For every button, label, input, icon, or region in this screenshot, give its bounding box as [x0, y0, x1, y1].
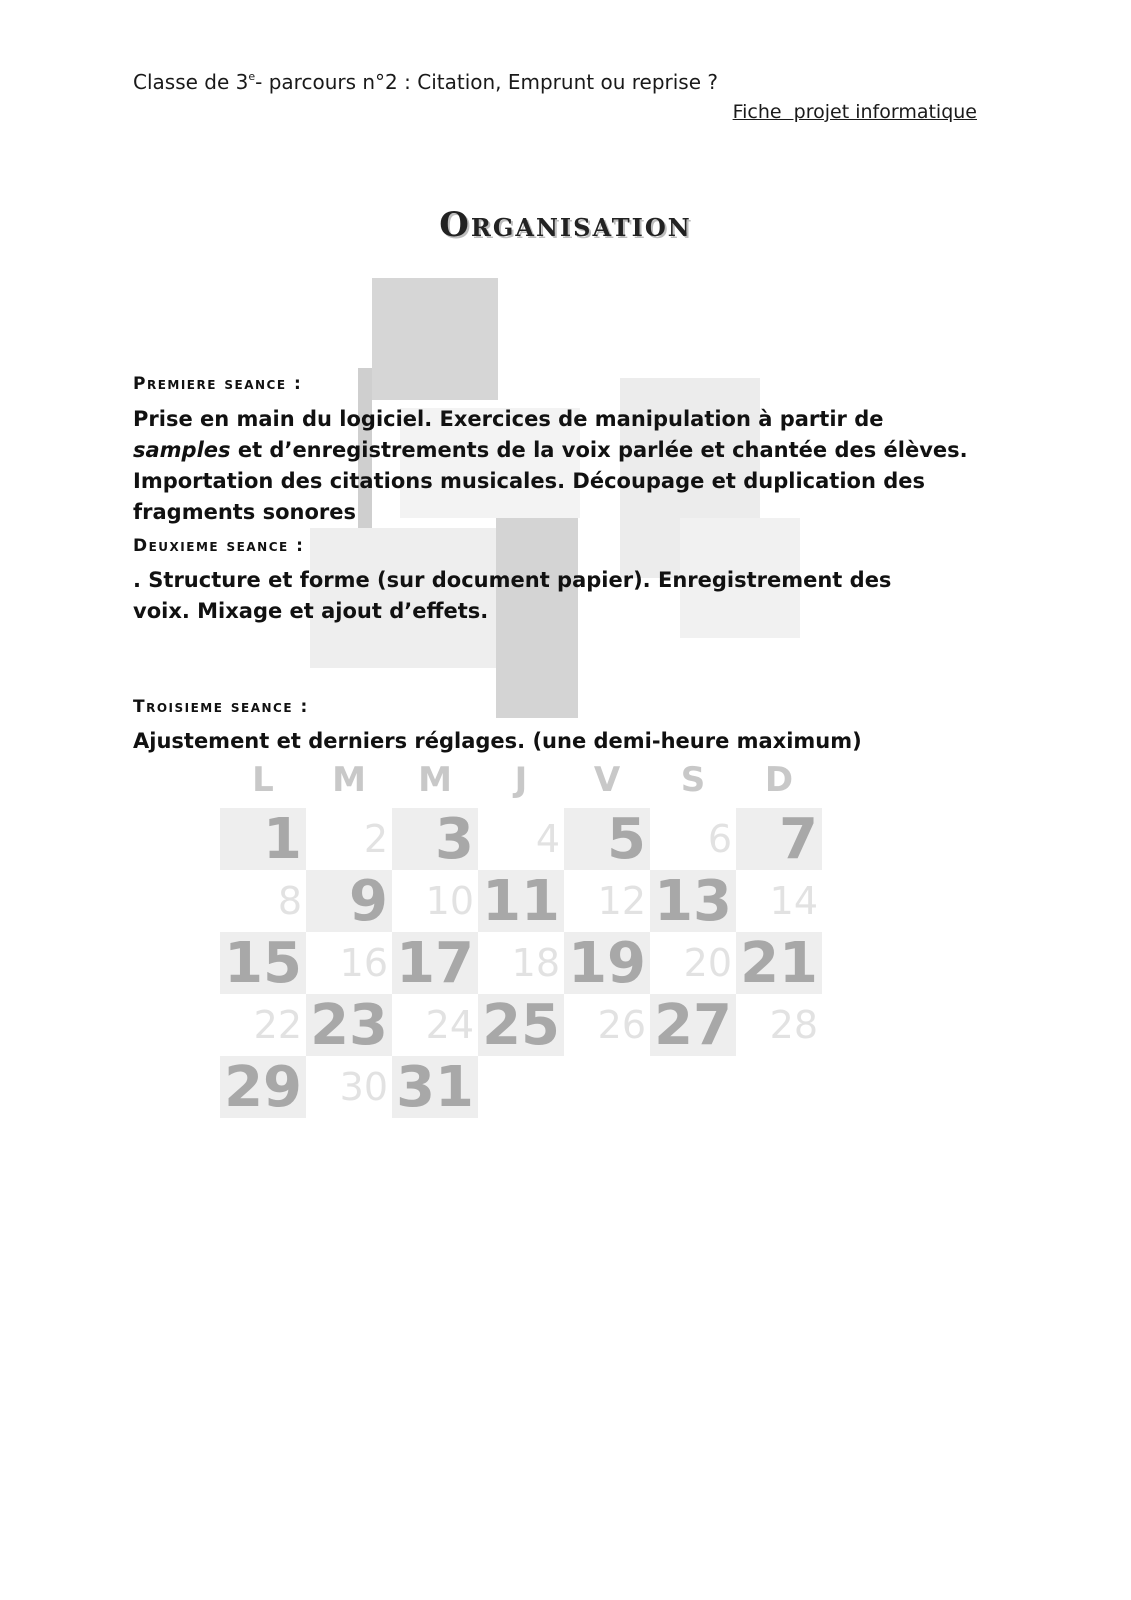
calendar-number: 27 [650, 994, 736, 1056]
header-class-sup: e [248, 70, 256, 83]
page-title: Organisation [439, 205, 692, 245]
section-body-premiere [133, 404, 973, 528]
calendar-number: 6 [707, 817, 732, 861]
calendar-number: 14 [769, 879, 818, 923]
calendar-number: 11 [478, 870, 564, 932]
calendar-day-label: S [680, 760, 706, 800]
section-body-premiere-after: et d’enregistrements de la voix parlée et chantée des élèves. Importation des citations musicales. Découpage et duplication des fragments sonores [133, 438, 968, 524]
section-body-premiere-before: Prise en main du logiciel. Exercices de manipulation à partir de [133, 407, 884, 431]
calendar-number: 5 [564, 808, 650, 870]
calendar-number: 20 [683, 941, 732, 985]
calendar-day-label: D [764, 760, 794, 800]
calendar-number: 15 [220, 932, 306, 994]
calendar-number: 10 [425, 879, 474, 923]
calendar-number: 16 [339, 941, 388, 985]
calendar-number: 7 [736, 808, 822, 870]
calendar-day-label: J [514, 760, 528, 800]
calendar-number: 26 [597, 1003, 646, 1047]
section-body-troisieme: Ajustement et derniers réglages. (une demi-heure maximum) [133, 729, 862, 753]
header-class-prefix: Classe de 3 [133, 70, 249, 94]
calendar-number: 13 [650, 870, 736, 932]
section-heading-premiere: Premiere seance : [133, 374, 303, 394]
calendar-number: 25 [478, 994, 564, 1056]
section-body-premiere-em: samples [133, 438, 231, 462]
calendar-day-label: M [418, 760, 452, 800]
calendar-number: 12 [597, 879, 646, 923]
calendar-number: 8 [277, 879, 302, 923]
calendar-number: 21 [736, 932, 822, 994]
calendar-number: 1 [220, 808, 306, 870]
calendar-number: 31 [392, 1056, 478, 1118]
header-class-suffix: - parcours n°2 : Citation, Emprunt ou reprise ? [255, 70, 718, 94]
calendar-number: 17 [392, 932, 478, 994]
header-fiche: Fiche projet informatique [732, 101, 977, 123]
section-heading-deuxieme: Deuxieme seance : [133, 536, 305, 556]
calendar-day-label: V [593, 760, 621, 800]
calendar-number: 22 [253, 1003, 302, 1047]
calendar-day-label: L [252, 760, 274, 800]
calendar-number: 29 [220, 1056, 306, 1118]
calendar-number: 18 [511, 941, 560, 985]
calendar-number: 28 [769, 1003, 818, 1047]
calendar-number: 23 [306, 994, 392, 1056]
calendar-number: 19 [564, 932, 650, 994]
calendar-day-label: M [332, 760, 366, 800]
calendar-number: 24 [425, 1003, 474, 1047]
calendar-graphic [220, 760, 830, 1120]
section-body-deuxieme: . Structure et forme (sur document papier). Enregistrement des voix. Mixage et ajout d’effets. [133, 568, 892, 623]
calendar-number: 3 [392, 808, 478, 870]
header-class-line [133, 70, 718, 94]
calendar-number: 2 [363, 817, 388, 861]
calendar-number: 9 [306, 870, 392, 932]
section-heading-troisieme: Troisieme seance : [133, 697, 309, 717]
calendar-number: 30 [339, 1065, 388, 1109]
calendar-number: 4 [535, 817, 560, 861]
